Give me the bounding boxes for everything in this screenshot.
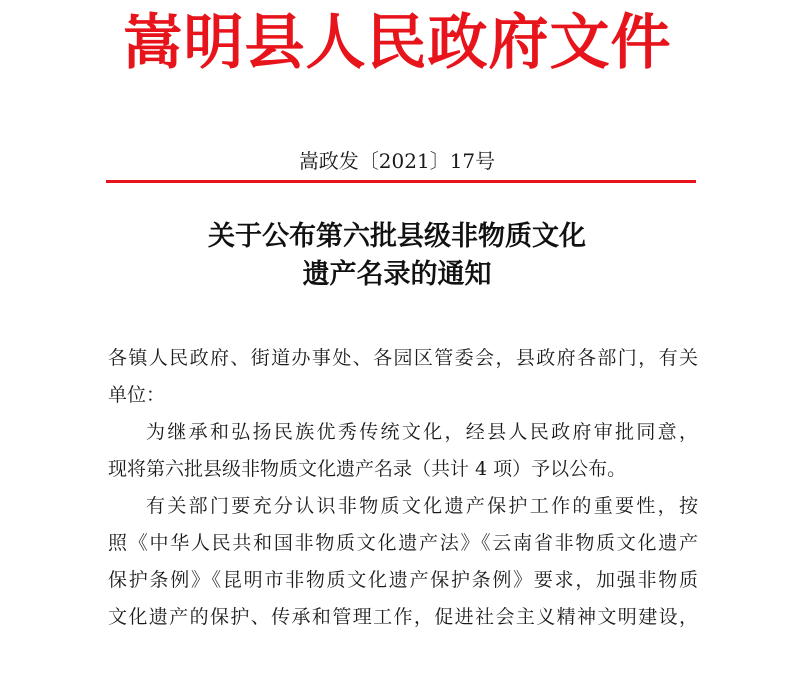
body-line-paragraph-1a: 为继承和弘扬民族优秀传统文化，经县人民政府审批同意，: [146, 421, 698, 443]
body-line-paragraph-2b: 照《中华人民共和国非物质文化遗产法》《云南省非物质文化遗产: [108, 532, 698, 554]
document-number: 嵩政发〔2021〕17号: [298, 149, 496, 173]
document-title-line-2: 遗产名录的通知: [302, 259, 492, 290]
body-line-paragraph-2a: 有关部门要充分认识非物质文化遗产保护工作的重要性，按: [146, 495, 698, 517]
document-title-line-1: 关于公布第六批县级非物质文化: [208, 221, 586, 252]
issuer-masthead: 嵩明县人民政府文件: [122, 8, 672, 78]
body-line-paragraph-2d: 文化遗产的保护、传承和管理工作，促进社会主义精神文明建设，: [108, 606, 698, 628]
body-line-addressees: 各镇人民政府、街道办事处、各园区管委会，县政府各部门，有关: [108, 347, 698, 369]
body-line-addressees-end: 单位：: [108, 384, 166, 406]
body-line-paragraph-2c: 保护条例》《昆明市非物质文化遗产保护条例》要求，加强非物质: [108, 569, 698, 591]
document-body: [108, 340, 698, 636]
body-line-paragraph-1b: 现将第六批县级非物质文化遗产名录（共计 4 项）予以公布。: [108, 458, 627, 480]
document-title: [0, 218, 794, 294]
red-divider-line: [106, 180, 696, 183]
